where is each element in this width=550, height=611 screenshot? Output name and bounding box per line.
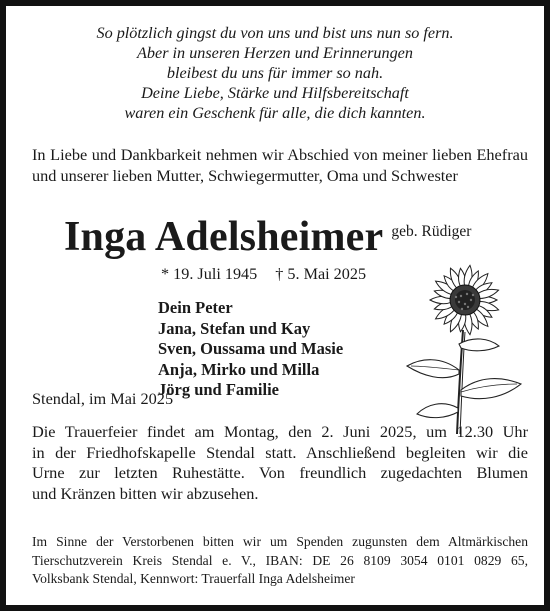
mourner: Anja, Mirko und Milla <box>158 359 320 379</box>
place-date: Stendal, im Mai 2025 <box>32 389 174 408</box>
intro-line: Ehefrau und unserer lieben Mutter, Schwiegermutter, Oma und <box>32 145 528 185</box>
life-dates <box>161 265 366 284</box>
ceremony-line: Urne zur letzten Ruhestätte. Von freundlich zugedachten Blumen <box>32 463 528 483</box>
donation-line: Tierschutzverein Kreis Stendal e. V., IBAN: DE 26 8109 3054 0101 0829 65, <box>32 552 528 568</box>
mourner: Dein Peter <box>158 298 233 317</box>
poem-line: Aber in unseren Herzen und Erinnerungen <box>137 44 413 62</box>
donation-line: Volksbank Stendal, Kennwort: Trauerfall Inga Adelsheimer <box>32 571 355 587</box>
intro-line: Schwester <box>391 165 458 185</box>
ceremony-text <box>32 422 528 505</box>
deceased-name: Inga Adelsheimer <box>64 214 384 260</box>
maiden-name: geb. Rüdiger <box>391 223 472 240</box>
donation-text <box>32 533 528 589</box>
deceased-name-line <box>64 213 471 261</box>
memorial-poem <box>6 23 544 123</box>
mourner: Sven, Oussama und Masie <box>158 339 344 359</box>
ceremony-line: und Kränzen bitten wir abzusehen. <box>32 484 259 504</box>
poem-line: So plötzlich gingst du von uns und bist uns nun so fern. <box>96 24 454 42</box>
birth-date: * 19. Juli 1945 <box>161 265 258 283</box>
death-date: † 5. Mai 2025 <box>275 265 367 283</box>
mourner: Jana, Stefan und Kay <box>158 318 311 338</box>
intro-text <box>32 145 528 186</box>
sunflower-icon <box>401 258 529 436</box>
intro-line: In Liebe und Dankbarkeit nehmen wir Abschied von meiner lieben <box>32 145 477 164</box>
ceremony-line: Die Trauerfeier findet am Montag, den 2. Juni 2025, um 12.30 Uhr <box>32 422 528 441</box>
donation-line: Im Sinne der Verstorbenen bitten wir um Spenden zugunsten dem Altmärkischen <box>32 534 528 549</box>
mourners-list <box>158 298 343 401</box>
poem-line: Deine Liebe, Stärke und Hilfsbereitschaft <box>141 84 409 102</box>
poem-line: waren ein Geschenk für alle, die dich kannten. <box>124 104 426 122</box>
ceremony-line: in der Friedhofskapelle Stendal statt. Anschließend begleiten wir die <box>32 442 528 462</box>
mourner: Jörg und Familie <box>158 380 280 400</box>
poem-line: bleibest du uns für immer so nah. <box>166 64 384 82</box>
